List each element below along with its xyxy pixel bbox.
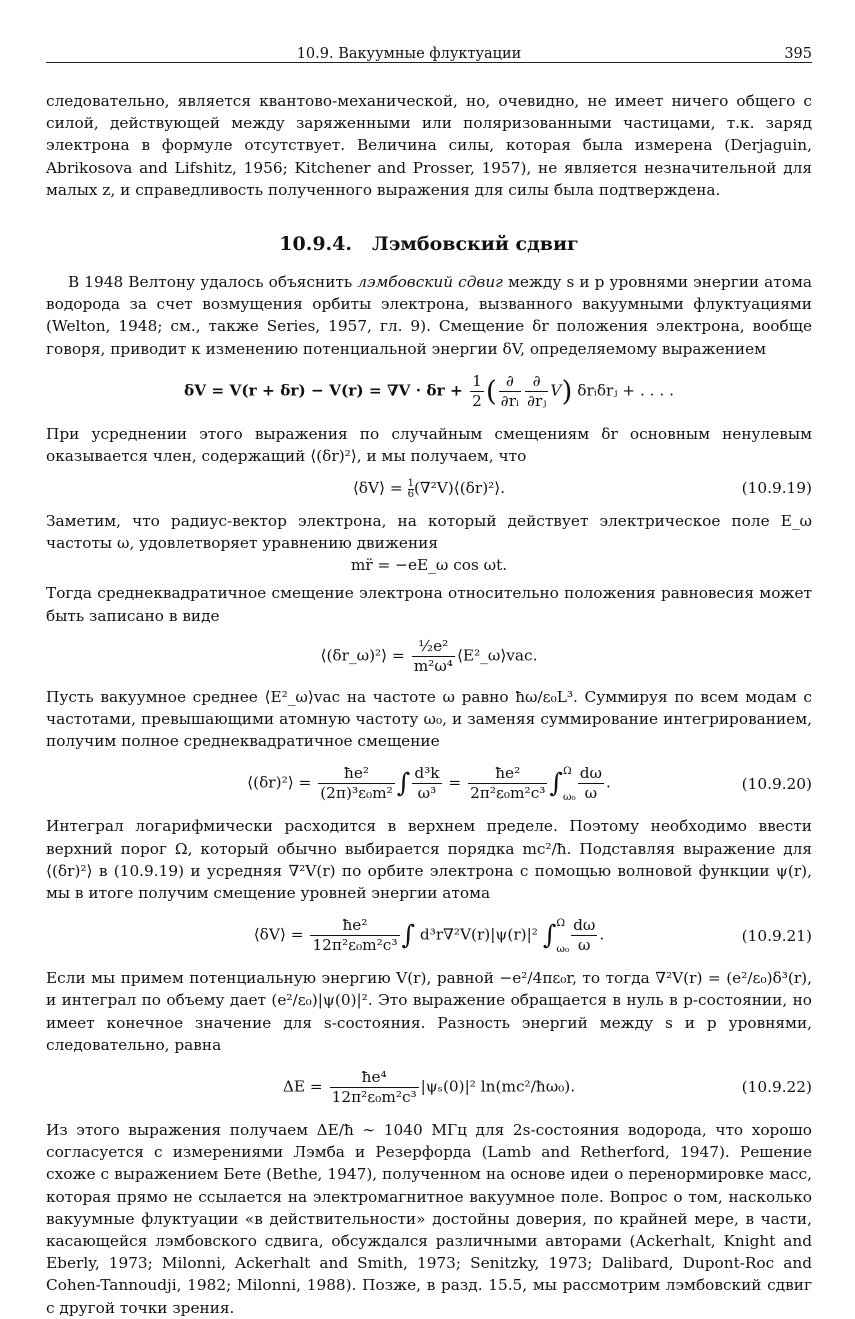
- equation-10-9-20: ⟨(δr)²⟩ = $\frac{\text{ħe²}}{\text{(2π)³ε₀m²}}$ ∫ $\frac{\text{d³k}}{\text{ω³}}$ = $\frac{\text{ħe²}}{\text{2π²ε₀m²c³}}$ ∫ Ω ω₀ $\frac{d\omega}{\omega}$ . (10.9.20): [247, 764, 812, 803]
- paragraph-coulomb: Если мы примем потенциальную энергию V(r), равной −e²/4πε₀r, то тогда ∇²V(r) = (e²/ε₀)δ³(r), и интеграл по объему дает (e²/ε₀)|ψ(0)|². Это выражение обращается в нуль в p-состоянии, но имеет конечное значение для s-состояния. Разность энергий между s и p уровнями, следовательно, равна: [46, 969, 812, 1054]
- paragraph-vacuum-mean: Пусть вакуумное среднее ⟨E²_ω⟩vac на частоте ω равно ħω/ε₀L³. Суммируя по всем модам с частотами, превышающими атомную частоту ω₀, и заменяя суммирование интегрированием, получим полное среднеквадратичное смещение: [46, 687, 812, 751]
- section-number: 10.9.4.: [279, 233, 353, 256]
- running-header: [46, 40, 812, 63]
- equation-number: (10.9.22): [741, 1078, 812, 1097]
- paragraph-conclusion: Из этого выражения получаем ΔE/ħ ∼ 1040 МГц для 2s-состояния водорода, что хорошо согласуется с измерениями Лэмба и Резерфорда (Lamb and Retherford, 1947). Решение схоже с выражением Бете (Bethe, 1947), полученном на основе идеи о перенормировке масс, которая прямо не ссылается на электромагнитное вакуумное поле. Вопрос о том, насколько вакуумные флуктуации «в действительности» достойны доверия, по крайней мере, в части, касающейся лэмбовского сдвига, обсуждался различными авторами (Ackerhalt, Knight and Eberly, 1973; Milonni, Ackerhalt and Smith, 1973; Senitzky, 1973; Dalibard, Dupont-Roc and Cohen-Tannoudji, 1982; Milonni, 1988). Позже, в разд. 15.5, мы рассмотрим лэмбовский сдвиг с другой точки зрения.: [46, 1120, 812, 1317]
- paragraph-welton: В 1948 Велтону удалось объяснить лэмбовский сдвиг между s и p уровнями энергии атома водорода за счет возмущения орбиты электрона, вызванного вакуумными флуктуациями (Welton, 1948; см., также Series, 1957, гл. 9). Смещение δr положения электрона, вообще говоря, приводит к изменению потенциальной энергии δV, определяемому выражением: [46, 273, 812, 358]
- equation-number: (10.9.21): [741, 926, 812, 945]
- equation-potential-expansion: δV = V(r + δr) − V(r) = ∇V · δr + $\frac{1}{2}$ ( $\frac{\partial}{\text{∂rᵢ}}$ $\frac{\partial}{\text{∂rⱼ}}$ V) δrᵢδrⱼ + . . . .: [184, 371, 674, 410]
- paragraph-casimir-end: следовательно, является квантово-механической, но, очевидно, не имеет ничего общего с силой, действующей между заряженными или поляризованными частицами, т.к. заряд электрона в формуле отсутствует. Величина силы, которая была измерена (Derjaguin, Abrikosova and Lifshitz, 1956; Kitchener and Prosser, 1957), не является незначительной для малых z, и справедливость полученного выражения для силы была подтверждена.: [46, 92, 812, 199]
- section-title: Лэмбовский сдвиг: [372, 233, 579, 256]
- section-heading: [46, 231, 812, 257]
- page-body: [46, 90, 812, 1319]
- equation-10-9-22: ΔE = $\frac{\text{ħe⁴}}{\text{12π²ε₀m²c³}}$ |ψₛ(0)|² ln(mc²/ħω₀). (10.9.22): [282, 1067, 812, 1106]
- equation-10-9-19: ⟨δV⟩ = $\frac{1}{6}$ (∇²V)⟨(δr)²⟩. (10.9.19): [352, 477, 812, 500]
- equation-motion: mr̈ = −eE_ω cos ωt.: [350, 556, 508, 575]
- equation-10-9-21: ⟨δV⟩ = $\frac{\text{ħe²}}{\text{12π²ε₀m²c³}}$ ∫ d³r∇²V(r)|ψ(r)|² ∫ Ω ω₀ $\frac{d\omega}{\omega}$ . (10.9.21): [253, 916, 812, 955]
- equation-number: (10.9.19): [741, 479, 812, 498]
- page-number: 395: [784, 46, 812, 62]
- paragraph-averaging: При усреднении этого выражения по случайным смещениям δr основным ненулевым оказывается член, содержащий ⟨(δr)²⟩, и мы получаем, что: [46, 424, 812, 466]
- lamb-shift-term: лэмбовский сдвиг: [357, 273, 503, 292]
- equation-displacement: ⟨(δr_ω)²⟩ = $\frac{\text{½e²}}{\text{m²ω⁴}}$ ⟨E²_ω⟩vac.: [320, 636, 538, 675]
- equation-number: (10.9.20): [741, 774, 812, 793]
- paragraph-motion: Заметим, что радиус-вектор электрона, на который действует электрическое поле E_ω частоты ω, удовлетворяет уравнению движения: [46, 511, 812, 552]
- paragraph-rms: Тогда среднеквадратичное смещение электрона относительно положения равновесия может быть записано в виде: [46, 584, 812, 625]
- paragraph-log-divergence: Интеграл логарифмически расходится в верхнем пределе. Поэтому необходимо ввести верхний порог Ω, который обычно выбирается порядка mc²/ħ. Подставляя выражение для ⟨(δr)²⟩ в (10.9.19) и усредняя ∇²V(r) по орбите электрона с помощью волновой функции ψ(r), мы в итоге получим смещение уровней энергии атома: [46, 817, 812, 902]
- running-title: 10.9. Вакуумные флуктуации: [296, 46, 522, 62]
